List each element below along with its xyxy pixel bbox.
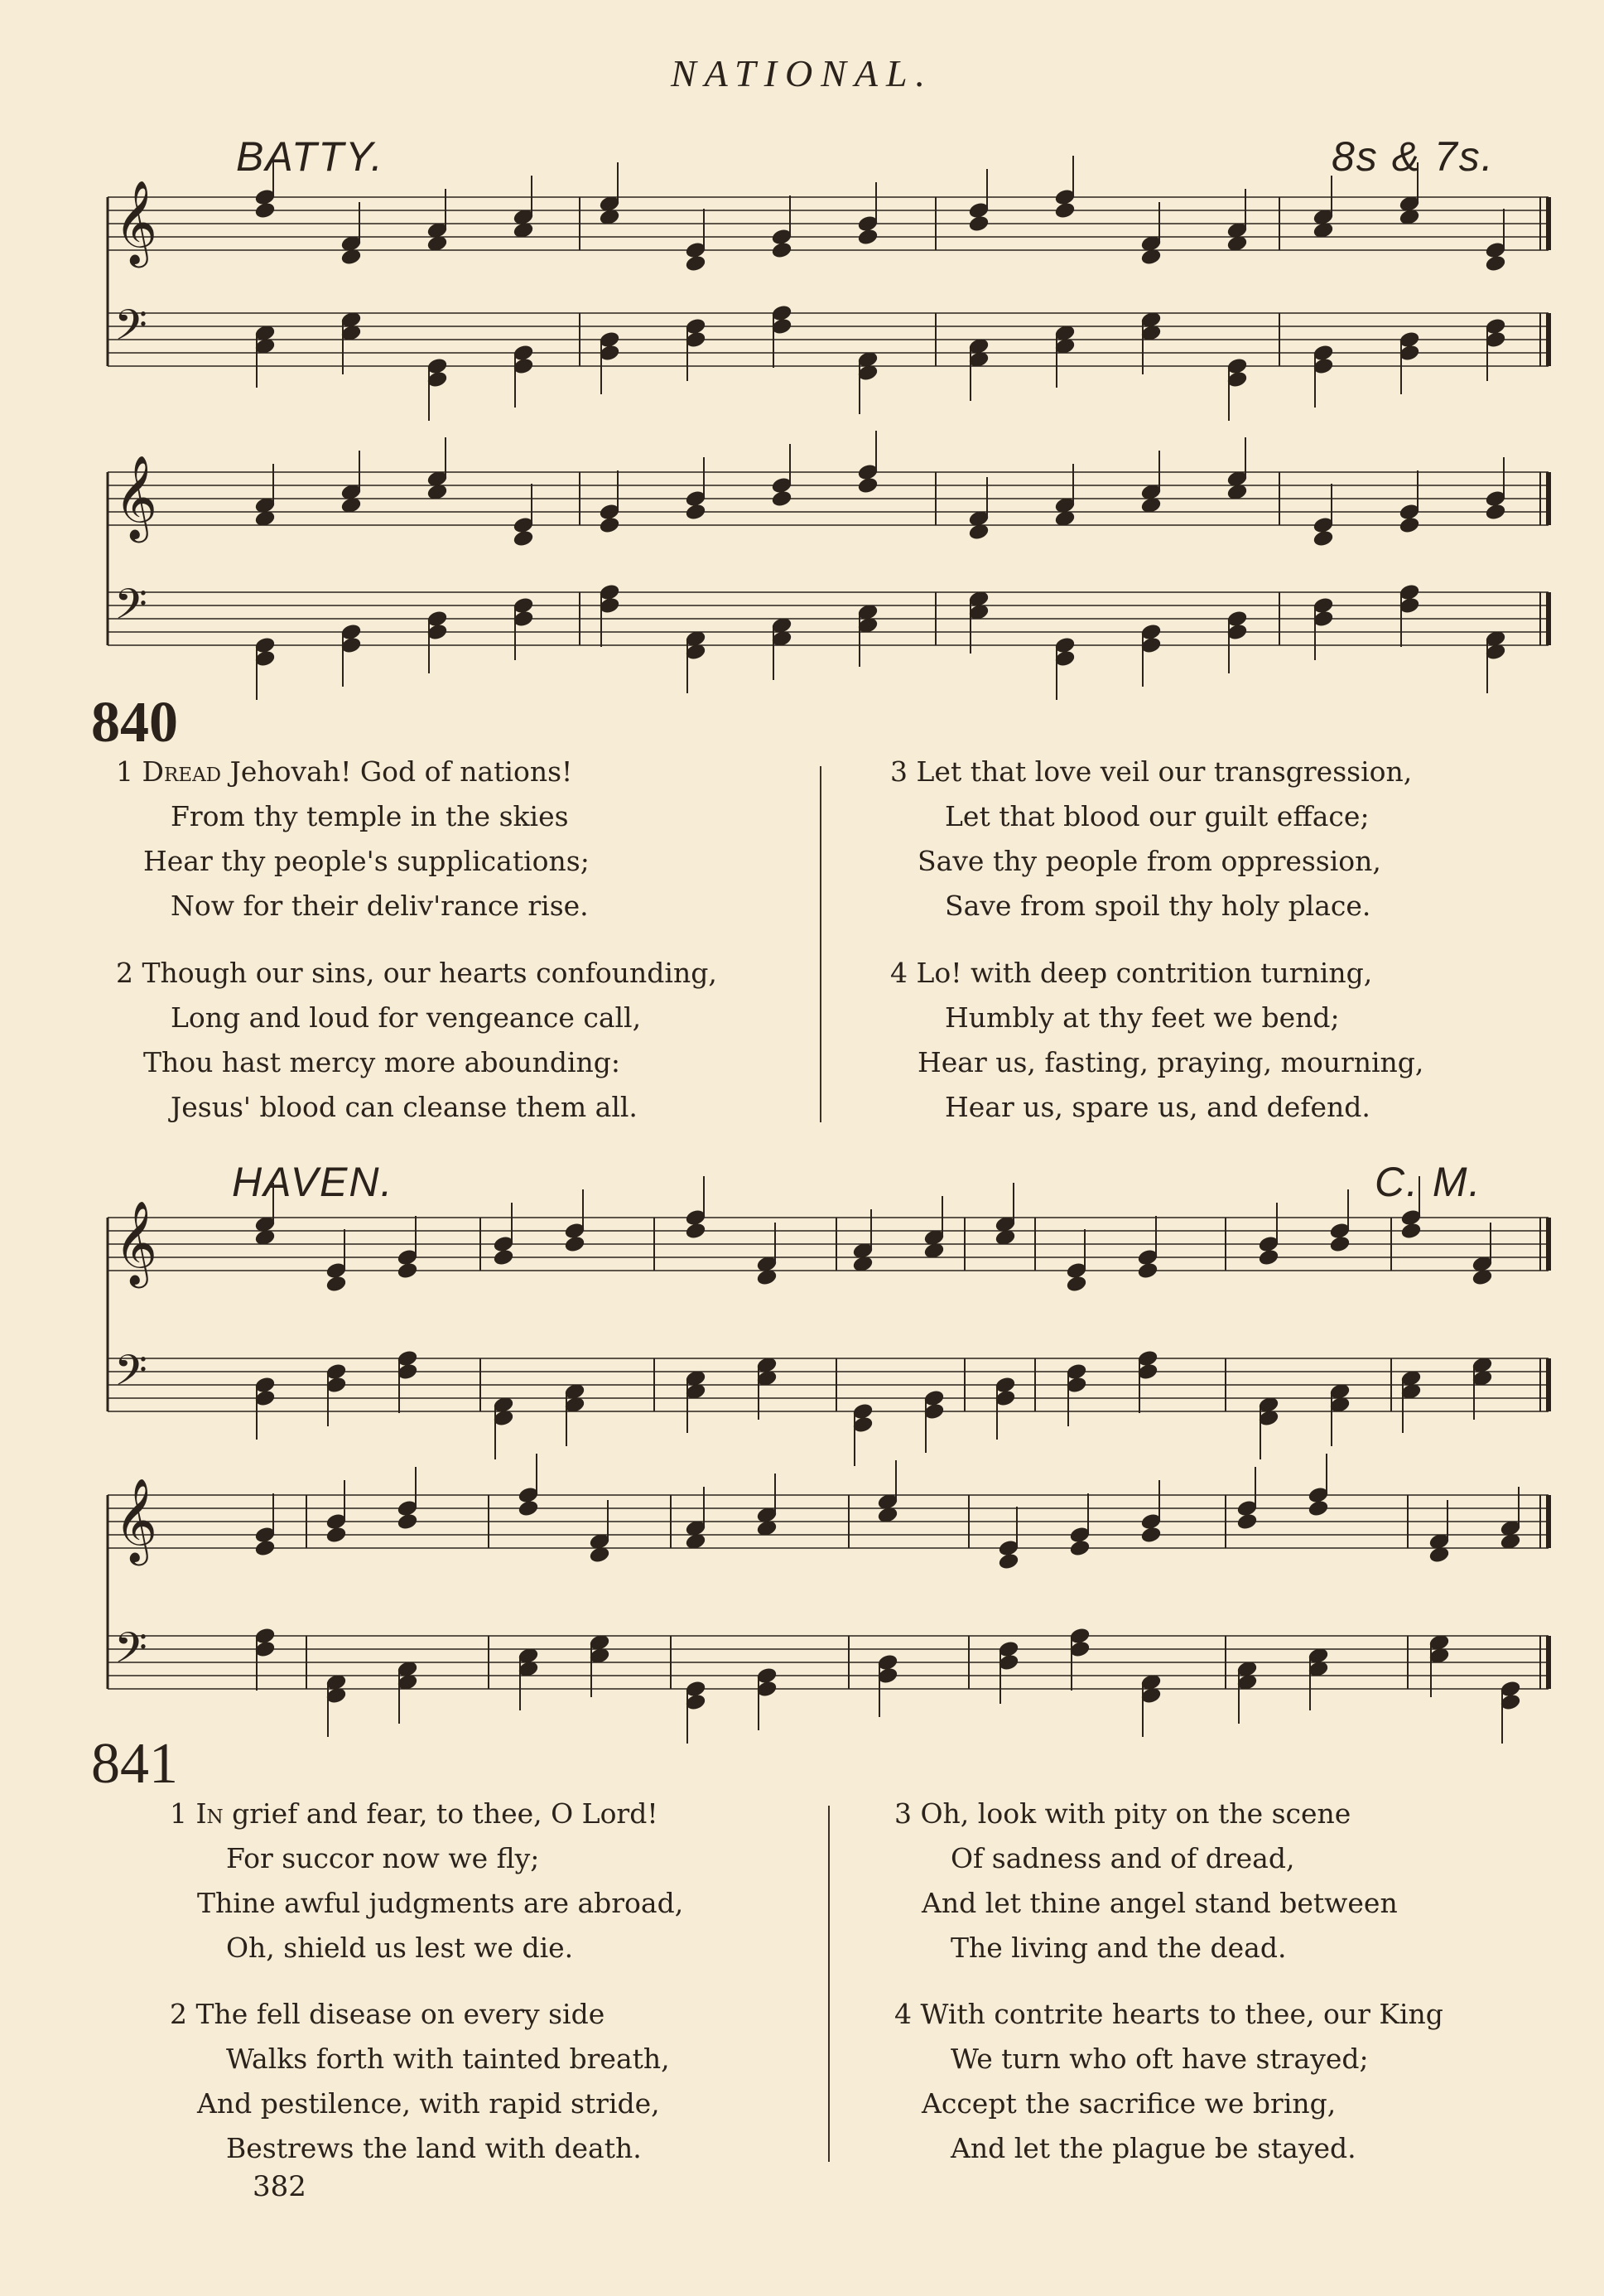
notehead <box>397 1261 418 1280</box>
treble-clef-icon: 𝄞 <box>114 1199 158 1285</box>
notehead <box>1137 1261 1158 1280</box>
notehead <box>1236 1512 1258 1531</box>
notehead <box>685 503 706 521</box>
stanza-number: 3 <box>890 755 908 788</box>
stanza-number: 1 <box>116 755 133 788</box>
stanza-line: Thou hast mercy more abounding: <box>143 1046 621 1078</box>
stanza-line: And let the plague be stayed. <box>951 2132 1356 2164</box>
hymn-number-840: 840 <box>91 691 178 755</box>
stanza-line: Hear us, fasting, praying, mourning, <box>918 1046 1424 1078</box>
hymn-number-841: 841 <box>91 1732 178 1796</box>
stanza-line: Jehovah! God of nations! <box>221 755 573 788</box>
stanza-number: 4 <box>894 1998 912 2030</box>
section-heading: NATIONAL. <box>670 52 934 94</box>
stanza-first-word: In <box>195 1797 224 1830</box>
notehead <box>1140 1526 1162 1544</box>
stanza-first-word: Dread <box>142 755 222 788</box>
notehead <box>513 529 534 547</box>
stanza-line: Oh, look with pity on the scene <box>920 1797 1351 1830</box>
tune-name-batty: BATTY. <box>236 133 384 180</box>
stanza-841-4 <box>894 1992 1443 2171</box>
bass-clef-icon: 𝄢 <box>114 300 147 360</box>
treble-clef-icon: 𝄞 <box>114 454 158 539</box>
stanza-line: And let thine angel stand between <box>922 1887 1398 1919</box>
notehead <box>599 516 620 534</box>
notehead <box>325 1526 347 1544</box>
stanza-line: Lo! with deep contrition turning, <box>916 957 1373 989</box>
stanza-841-3 <box>894 1792 1398 1970</box>
stanza-line: Hear thy people's supplications; <box>143 845 590 877</box>
stanza-line: Thine awful judgments are abroad, <box>197 1887 684 1919</box>
stanza-line: The living and the dead. <box>951 1932 1287 1964</box>
stanza-number: 2 <box>116 957 133 989</box>
stanza-line: Save from spoil thy holy place. <box>945 890 1371 922</box>
stanza-line: Accept the sacrifice we bring, <box>922 2087 1337 2120</box>
notehead <box>325 1275 347 1293</box>
stanza-line: Oh, shield us lest we die. <box>226 1932 574 1964</box>
notehead <box>1400 1222 1422 1240</box>
notehead <box>685 1222 706 1240</box>
stanza-840-1 <box>116 750 590 929</box>
stanza-line: Let that love veil our transgression, <box>916 755 1413 788</box>
tune-name-haven: HAVEN. <box>232 1159 394 1205</box>
stanza-number: 4 <box>890 957 908 989</box>
treble-clef-icon: 𝄞 <box>114 1477 158 1562</box>
stanza-line: Walks forth with tainted breath, <box>226 2043 670 2075</box>
tune-meter-batty: 8s & 7s. <box>1332 133 1495 180</box>
bass-clef-icon: 𝄢 <box>114 579 147 639</box>
stanza-line: Save thy people from oppression, <box>918 845 1381 877</box>
stanza-line: We turn who oft have strayed; <box>951 2043 1369 2075</box>
stanza-840-2 <box>116 951 717 1130</box>
notehead <box>1069 1539 1091 1557</box>
stanza-line: Bestrews the land with death. <box>226 2132 642 2164</box>
notehead <box>254 1539 276 1557</box>
stanza-line: The fell disease on every side <box>195 1998 605 2030</box>
notehead <box>1054 201 1076 219</box>
notehead <box>685 254 706 273</box>
stanza-line: Humbly at thy feet we bend; <box>945 1001 1340 1034</box>
notehead <box>968 215 990 233</box>
stanza-841-1 <box>170 1792 683 1970</box>
stanza-line: Let that blood our guilt efface; <box>945 800 1370 832</box>
bass-clef-icon: 𝄢 <box>114 1623 147 1683</box>
notehead <box>771 490 792 508</box>
notehead <box>397 1512 418 1531</box>
notehead <box>857 228 879 246</box>
stanza-number: 1 <box>170 1797 187 1830</box>
stanza-line: grief and fear, to thee, O Lord! <box>223 1797 658 1830</box>
notehead <box>493 1248 514 1266</box>
stanza-line: Jesus' blood can cleanse them all. <box>171 1091 638 1123</box>
stanza-line: From thy temple in the skies <box>171 800 569 832</box>
stanza-line: With contrite hearts to thee, our King <box>920 1998 1443 2030</box>
treble-clef-icon: 𝄞 <box>114 179 158 264</box>
stanza-841-2 <box>170 1992 670 2171</box>
stanza-line: Long and loud for vengeance call, <box>171 1001 642 1034</box>
column-divider <box>820 766 821 1122</box>
notehead <box>1258 1248 1279 1266</box>
stanza-line: Though our sins, our hearts confounding, <box>142 957 717 989</box>
notehead <box>1399 516 1420 534</box>
stanza-840-4 <box>890 951 1423 1130</box>
notehead <box>518 1499 539 1517</box>
tune-meter-haven: C. M. <box>1375 1159 1482 1205</box>
bass-clef-icon: 𝄢 <box>114 1345 147 1406</box>
stanza-line: Hear us, spare us, and defend. <box>945 1091 1370 1123</box>
notehead <box>998 1552 1019 1570</box>
page-number: 382 <box>253 2170 306 2203</box>
stanza-line: Now for their deliv'rance rise. <box>171 890 589 922</box>
notehead <box>1329 1235 1351 1253</box>
notehead <box>771 241 792 259</box>
stanza-line: Of sadness and of dread, <box>951 1842 1295 1874</box>
stanza-line: For succor now we fly; <box>226 1842 540 1874</box>
notehead <box>1313 529 1334 547</box>
notehead <box>1485 503 1506 521</box>
notehead <box>857 476 879 494</box>
notehead <box>1308 1499 1329 1517</box>
stanza-number: 2 <box>170 1998 187 2030</box>
stanza-number: 3 <box>894 1797 912 1830</box>
notehead <box>254 201 276 219</box>
notehead <box>564 1235 585 1253</box>
stanza-840-3 <box>890 750 1412 929</box>
notehead <box>1485 254 1506 273</box>
column-divider <box>828 1806 830 2162</box>
notehead <box>1066 1275 1087 1293</box>
stanza-line: And pestilence, with rapid stride, <box>197 2087 660 2120</box>
